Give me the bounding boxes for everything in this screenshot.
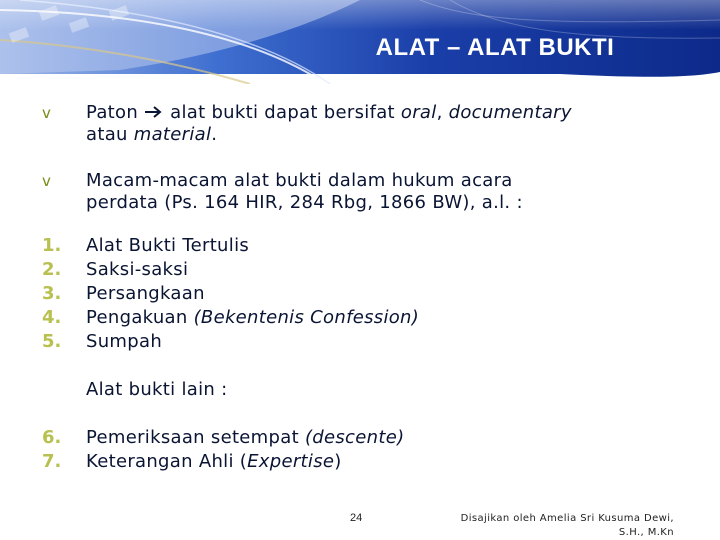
text-span: Saksi-saksi [86, 259, 189, 280]
diamond-bullet-icon: v [42, 104, 52, 122]
bullet-text [86, 102, 686, 146]
text-span: Persangkaan [86, 283, 205, 304]
text-span: oral [400, 102, 437, 123]
list-number: 4. [42, 307, 62, 328]
list-item [86, 331, 646, 352]
list-number: 1. [42, 235, 62, 256]
text-span: Sumpah [86, 331, 163, 352]
author-credit [440, 512, 674, 540]
credit-line: S.H., M.Kn [618, 527, 674, 538]
arrow-right-icon [144, 105, 164, 119]
list-item [86, 427, 646, 448]
bullet-line [86, 124, 686, 146]
text-span: Keterangan Ahli ( [86, 451, 248, 472]
slide-title: ALAT – ALAT BUKTI [375, 34, 615, 61]
list-item [86, 307, 646, 328]
text-span: . [211, 124, 218, 145]
list-number: 2. [42, 259, 62, 280]
diamond-bullet-icon: v [42, 172, 52, 190]
text-span: Pemeriksaan setempat [86, 427, 305, 448]
list-item [86, 259, 646, 280]
bullet-line: perdata (Ps. 164 HIR, 284 Rbg, 1866 BW), a.l. : [86, 192, 523, 213]
text-span: material [133, 124, 212, 145]
list-item [86, 451, 646, 472]
text-span: , [436, 102, 449, 123]
list-number: 6. [42, 427, 62, 448]
bullet-text [86, 170, 686, 214]
bullet-line [86, 102, 686, 124]
text-span: alat bukti dapat bersifat [164, 102, 401, 123]
page-number: 24 [350, 512, 363, 524]
text-span: (Bekentenis Confession) [193, 307, 420, 328]
credit-line: Disajikan oleh Amelia Sri Kusuma Dewi, [460, 513, 674, 524]
text-span: Alat Bukti Tertulis [86, 235, 250, 256]
text-span: atau [86, 124, 134, 145]
text-span: (descente) [304, 427, 405, 448]
bullet-line: Macam-macam alat bukti dalam hukum acara [86, 170, 513, 191]
list-item [86, 235, 646, 256]
text-span: ) [334, 451, 342, 472]
list-number: 3. [42, 283, 62, 304]
text-span: Expertise [247, 451, 335, 472]
text-span: documentary [448, 102, 572, 123]
list-item [86, 283, 646, 304]
text-span: Pengakuan [86, 307, 194, 328]
text-span: Paton [86, 102, 139, 123]
section-label: Alat bukti lain : [86, 379, 228, 400]
list-number: 7. [42, 451, 62, 472]
list-number: 5. [42, 331, 62, 352]
